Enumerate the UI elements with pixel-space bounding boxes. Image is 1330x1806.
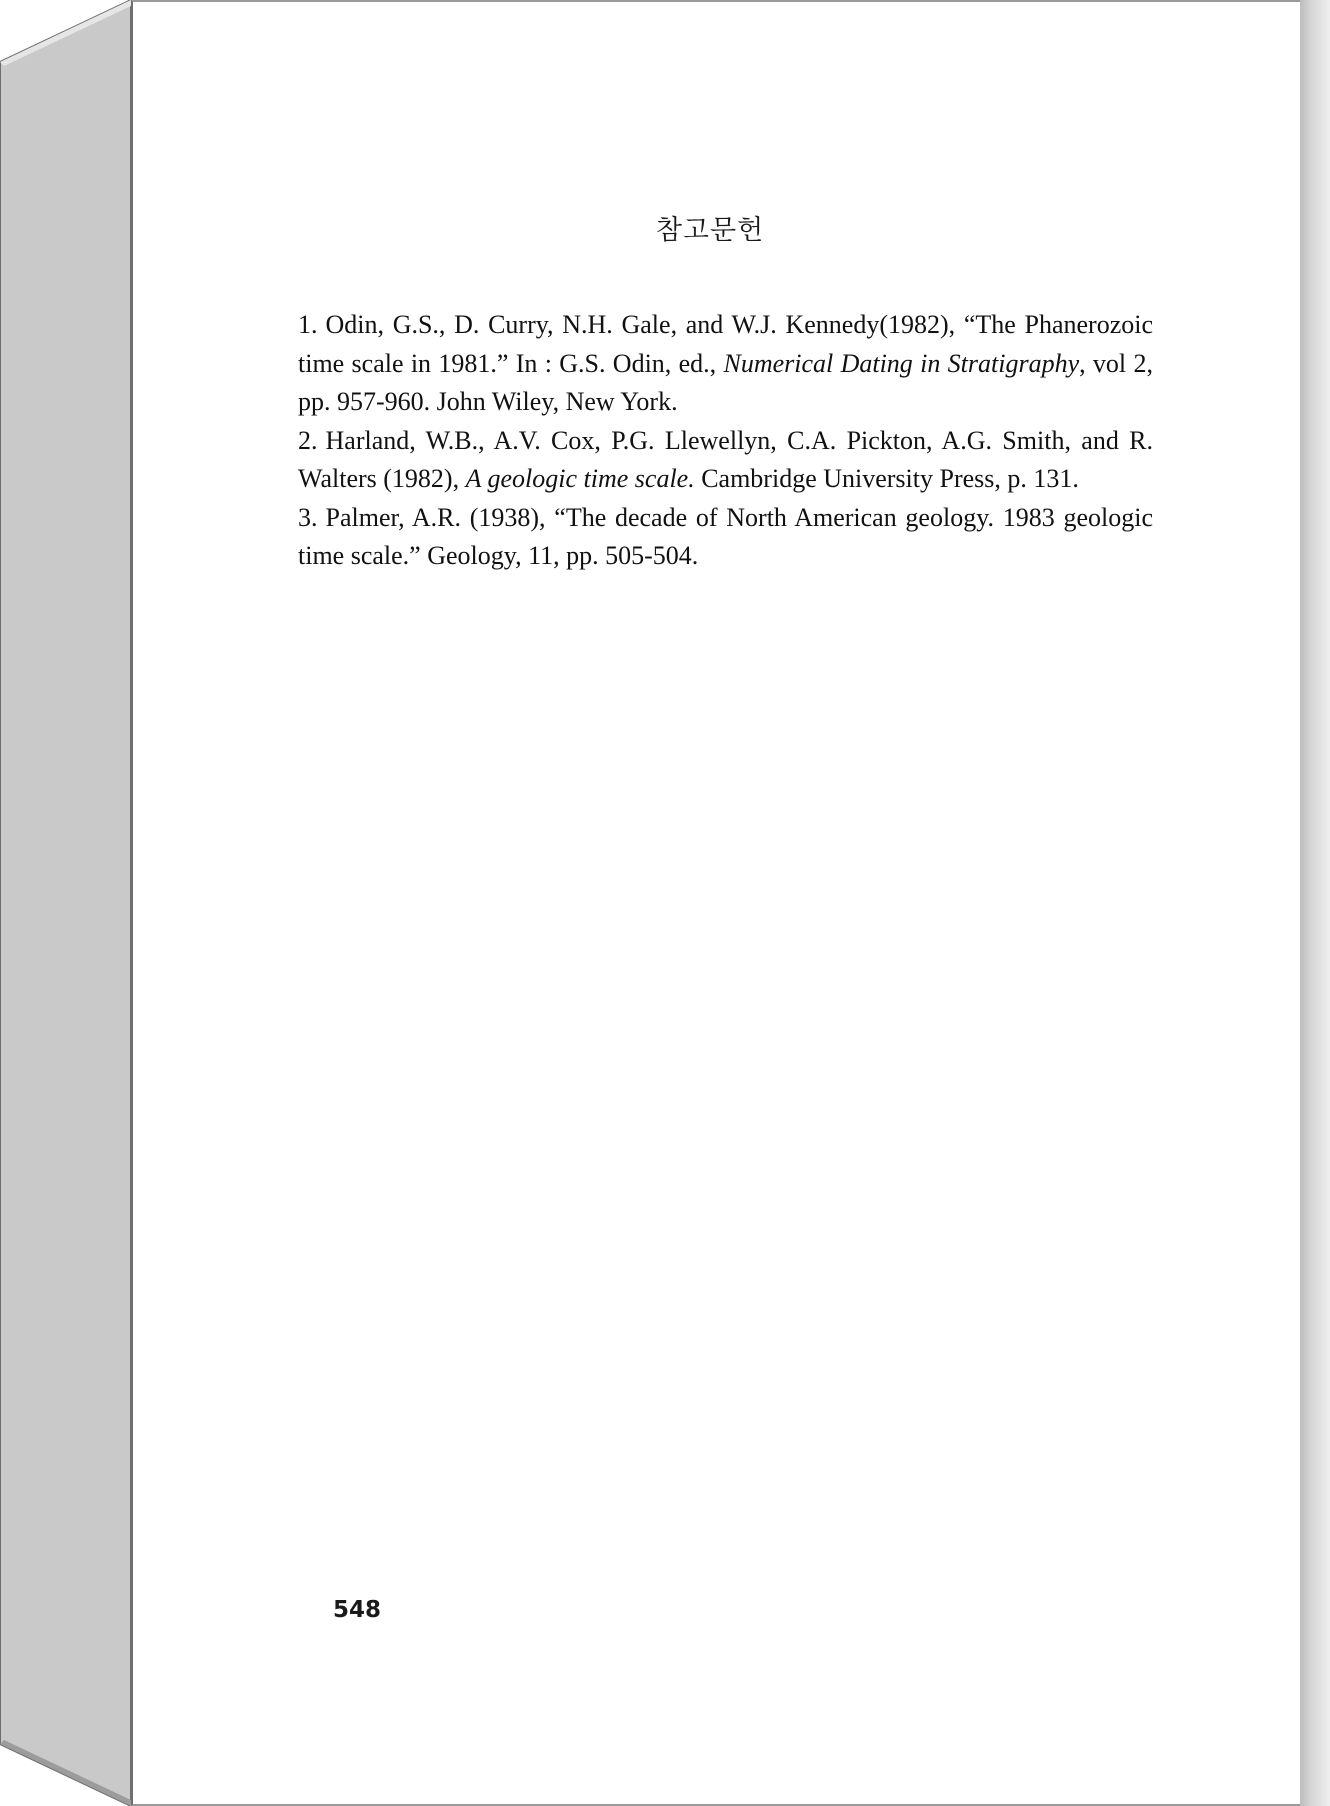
reference-text: Harland, W.B., A.V. Cox, P.G. Llewellyn, C.A. Pickton, A.G. Smith, and R. Walters (1982), <box>298 425 1153 493</box>
reference-text: Palmer, A.R. (1938), “The decade of North American geology. 1983 geologic time scale.” Geology, 11, pp. 505-504. <box>298 502 1153 570</box>
reference-list <box>298 306 1153 576</box>
reference-text: Odin, G.S., D. Curry, N.H. Gale, and W.J. Kennedy(1982), “The Phanerozoic time scale in 1981.” In : G.S. Odin, ed., <box>298 310 1153 378</box>
reference-text-end: , vol 2, pp. 957-960. John Wiley, New York. <box>298 348 1153 416</box>
book-page <box>131 0 1303 1806</box>
page-number: 548 <box>333 1597 382 1623</box>
reference-item <box>298 422 1153 499</box>
page-edge-shadow <box>1300 0 1330 1806</box>
reference-title-italic: Numerical Dating in Stratigraphy <box>723 348 1080 378</box>
book-spine <box>0 0 132 1806</box>
reference-item <box>298 306 1153 422</box>
reference-text-end: Cambridge University Press, p. 131. <box>694 464 1079 493</box>
reference-title-italic: A geologic time scale. <box>465 464 695 493</box>
reference-number: 3. <box>298 502 318 532</box>
reference-number: 1. <box>298 310 318 339</box>
reference-number: 2. <box>298 425 318 455</box>
page-heading: 참고문헌 <box>655 215 765 246</box>
reference-item <box>298 499 1153 576</box>
